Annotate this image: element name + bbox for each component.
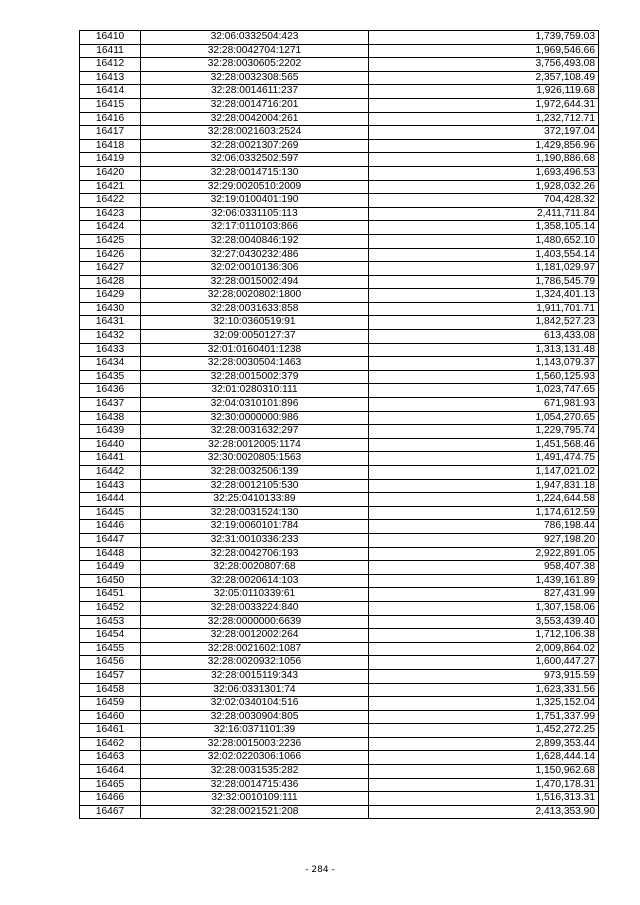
value-cell: 1,358,105.14 [369,221,599,235]
cadastral-number-cell: 32:25:0410133:89 [141,493,369,507]
row-number-cell: 16460 [80,710,141,724]
row-number-cell: 16423 [80,207,141,221]
cadastral-number-cell: 32:17:0110103:866 [141,221,369,235]
row-number-cell: 16431 [80,316,141,330]
value-cell: 1,452,272.25 [369,724,599,738]
table-row [80,656,599,670]
value-cell: 1,451,568.46 [369,438,599,452]
cadastral-number-cell: 32:27:0430232:486 [141,248,369,262]
value-cell: 1,480,652.10 [369,234,599,248]
table-row [80,234,599,248]
row-number-cell: 16445 [80,506,141,520]
table-row [80,221,599,235]
table-row [80,479,599,493]
value-cell: 1,928,032.26 [369,180,599,194]
cadastral-number-cell: 32:28:0021307:269 [141,139,369,153]
cadastral-number-cell: 32:28:0014716:201 [141,98,369,112]
value-cell: 2,357,108.49 [369,71,599,85]
value-cell: 1,911,701.71 [369,302,599,316]
cadastral-number-cell: 32:10:0360519:91 [141,316,369,330]
table-row [80,31,599,45]
row-number-cell: 16465 [80,778,141,792]
value-cell: 1,150,962.68 [369,765,599,779]
table-row [80,153,599,167]
value-cell: 1,190,886.68 [369,153,599,167]
row-number-cell: 16422 [80,194,141,208]
table-row [80,629,599,643]
row-number-cell: 16452 [80,601,141,615]
row-number-cell: 16419 [80,153,141,167]
cadastral-number-cell: 32:30:0020805:1563 [141,452,369,466]
row-number-cell: 16417 [80,126,141,140]
value-cell: 827,431.99 [369,588,599,602]
row-number-cell: 16432 [80,330,141,344]
cadastral-number-cell: 32:30:0000000:986 [141,411,369,425]
value-cell: 1,023,747.65 [369,384,599,398]
cadastral-number-cell: 32:06:0332502:597 [141,153,369,167]
table-row [80,765,599,779]
cadastral-number-cell: 32:02:0010136:306 [141,262,369,276]
cadastral-number-cell: 32:28:0042706:193 [141,547,369,561]
row-number-cell: 16435 [80,370,141,384]
cadastral-number-cell: 32:28:0033224:840 [141,601,369,615]
row-number-cell: 16439 [80,425,141,439]
cadastral-number-cell: 32:28:0040846:192 [141,234,369,248]
value-cell: 671,981.93 [369,398,599,412]
page-number: - 284 - [305,865,335,875]
value-cell: 1,143,079.37 [369,357,599,371]
table-row [80,438,599,452]
row-number-cell: 16444 [80,493,141,507]
row-number-cell: 16467 [80,805,141,819]
cadastral-number-cell: 32:28:0015119:343 [141,669,369,683]
cadastral-number-cell: 32:28:0021521:208 [141,805,369,819]
row-number-cell: 16418 [80,139,141,153]
cadastral-number-cell: 32:28:0031632:297 [141,425,369,439]
value-cell: 1,516,313.31 [369,792,599,806]
table-row [80,561,599,575]
table-row [80,139,599,153]
value-cell: 2,922,891.05 [369,547,599,561]
table-row [80,71,599,85]
table-row [80,289,599,303]
row-number-cell: 16441 [80,452,141,466]
table-row [80,669,599,683]
value-cell: 1,712,106.38 [369,629,599,643]
row-number-cell: 16457 [80,669,141,683]
value-cell: 1,628,444.14 [369,751,599,765]
table-row [80,126,599,140]
cadastral-number-cell: 32:28:0021603:2524 [141,126,369,140]
table-row [80,370,599,384]
cadastral-number-cell: 32:19:0060101:784 [141,520,369,534]
cadastral-number-cell: 32:28:0014715:436 [141,778,369,792]
value-cell: 3,553,439.40 [369,615,599,629]
value-cell: 1,429,856.96 [369,139,599,153]
row-number-cell: 16413 [80,71,141,85]
table-row [80,166,599,180]
row-number-cell: 16427 [80,262,141,276]
cadastral-number-cell: 32:06:0332504:423 [141,31,369,45]
value-cell: 2,899,353.44 [369,737,599,751]
cadastral-number-cell: 32:09:0050127:37 [141,330,369,344]
value-cell: 1,439,161.89 [369,574,599,588]
row-number-cell: 16430 [80,302,141,316]
table-row [80,751,599,765]
table-row [80,792,599,806]
row-number-cell: 16429 [80,289,141,303]
row-number-cell: 16451 [80,588,141,602]
table-row [80,248,599,262]
table-row [80,493,599,507]
value-cell: 1,751,337.99 [369,710,599,724]
value-cell: 2,413,353.90 [369,805,599,819]
cadastral-number-cell: 32:01:0160401:1238 [141,343,369,357]
cadastral-number-cell: 32:06:0331301:74 [141,683,369,697]
cadastral-number-cell: 32:28:0042004:261 [141,112,369,126]
value-cell: 1,147,021.02 [369,466,599,480]
table-row [80,330,599,344]
table-row [80,615,599,629]
value-cell: 1,325,152.04 [369,697,599,711]
value-cell: 1,926,119.68 [369,85,599,99]
row-number-cell: 16456 [80,656,141,670]
value-cell: 1,324,401.13 [369,289,599,303]
cadastral-number-cell: 32:29:0020510:2009 [141,180,369,194]
value-cell: 973,915.59 [369,669,599,683]
value-cell: 1,947,831.18 [369,479,599,493]
table-row [80,506,599,520]
table-row [80,343,599,357]
row-number-cell: 16425 [80,234,141,248]
cadastral-number-cell: 32:04:0310101:896 [141,398,369,412]
table-row [80,466,599,480]
cadastral-number-cell: 32:28:0012002:264 [141,629,369,643]
value-cell: 1,313,131.48 [369,343,599,357]
cadastral-number-cell: 32:28:0042704:1271 [141,44,369,58]
table-row [80,398,599,412]
table-row [80,316,599,330]
value-cell: 1,969,546.66 [369,44,599,58]
cadastral-number-cell: 32:05:0110339:61 [141,588,369,602]
row-number-cell: 16461 [80,724,141,738]
value-cell: 958,407.38 [369,561,599,575]
table-row [80,778,599,792]
cadastral-number-cell: 32:28:0015002:379 [141,370,369,384]
row-number-cell: 16426 [80,248,141,262]
table-row [80,194,599,208]
cadastral-number-cell: 32:28:0020807:68 [141,561,369,575]
row-number-cell: 16462 [80,737,141,751]
value-cell: 1,786,545.79 [369,275,599,289]
row-number-cell: 16433 [80,343,141,357]
table-row [80,85,599,99]
cadastral-number-cell: 32:28:0000000:6639 [141,615,369,629]
row-number-cell: 16410 [80,31,141,45]
cadastral-number-cell: 32:28:0020614:103 [141,574,369,588]
table-row [80,805,599,819]
row-number-cell: 16464 [80,765,141,779]
row-number-cell: 16463 [80,751,141,765]
table-row [80,44,599,58]
row-number-cell: 16437 [80,398,141,412]
row-number-cell: 16414 [80,85,141,99]
table-row [80,601,599,615]
row-number-cell: 16421 [80,180,141,194]
value-cell: 1,693,496.53 [369,166,599,180]
row-number-cell: 16416 [80,112,141,126]
table-row [80,262,599,276]
value-cell: 1,560,125.93 [369,370,599,384]
value-cell: 613,433.08 [369,330,599,344]
cadastral-number-cell: 32:28:0030904:805 [141,710,369,724]
cadastral-number-cell: 32:28:0020932:1056 [141,656,369,670]
value-cell: 1,623,331.56 [369,683,599,697]
table-row [80,710,599,724]
table-row [80,642,599,656]
row-number-cell: 16442 [80,466,141,480]
row-number-cell: 16424 [80,221,141,235]
value-cell: 786,198.44 [369,520,599,534]
table-row [80,411,599,425]
table-row [80,588,599,602]
cadastral-number-cell: 32:16:0371101:39 [141,724,369,738]
value-cell: 2,411,711.84 [369,207,599,221]
cadastral-number-cell: 32:28:0030605:2202 [141,58,369,72]
table-row [80,58,599,72]
cadastral-number-cell: 32:28:0031535:282 [141,765,369,779]
cadastral-number-cell: 32:28:0032506:139 [141,466,369,480]
cadastral-number-cell: 32:06:0331105:113 [141,207,369,221]
row-number-cell: 16455 [80,642,141,656]
row-number-cell: 16466 [80,792,141,806]
row-number-cell: 16450 [80,574,141,588]
table-row [80,697,599,711]
value-cell: 1,232,712.71 [369,112,599,126]
row-number-cell: 16412 [80,58,141,72]
row-number-cell: 16428 [80,275,141,289]
row-number-cell: 16436 [80,384,141,398]
row-number-cell: 16438 [80,411,141,425]
value-cell: 1,842,527.23 [369,316,599,330]
row-number-cell: 16453 [80,615,141,629]
row-number-cell: 16446 [80,520,141,534]
table-row [80,98,599,112]
table-row [80,452,599,466]
table-row [80,724,599,738]
table-row [80,112,599,126]
value-cell: 1,403,554.14 [369,248,599,262]
value-cell: 1,972,644.31 [369,98,599,112]
value-cell: 1,491,474.75 [369,452,599,466]
table-row [80,207,599,221]
row-number-cell: 16420 [80,166,141,180]
cadastral-number-cell: 32:19:0100401:190 [141,194,369,208]
cadastral-number-cell: 32:28:0015003:2236 [141,737,369,751]
cadastral-number-cell: 32:28:0020802:1800 [141,289,369,303]
value-cell: 1,174,612.59 [369,506,599,520]
cadastral-number-cell: 32:28:0021602:1087 [141,642,369,656]
table-row [80,180,599,194]
cadastral-number-cell: 32:28:0014611:237 [141,85,369,99]
cadastral-number-cell: 32:02:0340104:516 [141,697,369,711]
table-row [80,533,599,547]
cadastral-number-cell: 32:28:0032308:565 [141,71,369,85]
row-number-cell: 16449 [80,561,141,575]
value-cell: 927,198.20 [369,533,599,547]
value-cell: 1,181,029.97 [369,262,599,276]
row-number-cell: 16440 [80,438,141,452]
cadastral-number-cell: 32:28:0030504:1463 [141,357,369,371]
cadastral-number-cell: 32:28:0015002:494 [141,275,369,289]
row-number-cell: 16415 [80,98,141,112]
cadastral-number-cell: 32:31:0010336:233 [141,533,369,547]
cadastral-number-cell: 32:32:0010109:111 [141,792,369,806]
table-row [80,275,599,289]
value-cell: 1,307,158.06 [369,601,599,615]
cadastral-number-cell: 32:28:0012005:1174 [141,438,369,452]
row-number-cell: 16434 [80,357,141,371]
cadastral-number-cell: 32:02:0220306:1066 [141,751,369,765]
row-number-cell: 16443 [80,479,141,493]
value-cell: 372,197.04 [369,126,599,140]
table-row [80,384,599,398]
table-row [80,302,599,316]
row-number-cell: 16459 [80,697,141,711]
value-cell: 1,470,178.31 [369,778,599,792]
value-cell: 3,756,493.08 [369,58,599,72]
value-cell: 704,428.32 [369,194,599,208]
table-row [80,547,599,561]
row-number-cell: 16458 [80,683,141,697]
cadastral-number-cell: 32:01:0280310:111 [141,384,369,398]
cadastral-value-table [79,30,599,819]
cadastral-number-cell: 32:28:0014715:130 [141,166,369,180]
value-cell: 1,739,759.03 [369,31,599,45]
cadastral-number-cell: 32:28:0031633:858 [141,302,369,316]
row-number-cell: 16448 [80,547,141,561]
value-cell: 1,054,270.65 [369,411,599,425]
row-number-cell: 16447 [80,533,141,547]
value-cell: 1,224,644.58 [369,493,599,507]
row-number-cell: 16411 [80,44,141,58]
table-row [80,357,599,371]
value-cell: 1,600,447.27 [369,656,599,670]
row-number-cell: 16454 [80,629,141,643]
table-body [80,31,599,819]
cadastral-number-cell: 32:28:0012105:530 [141,479,369,493]
table-row [80,683,599,697]
table-row [80,520,599,534]
table-row [80,574,599,588]
cadastral-number-cell: 32:28:0031524:130 [141,506,369,520]
table-row [80,425,599,439]
table-row [80,737,599,751]
value-cell: 2,009,864.02 [369,642,599,656]
value-cell: 1,229,795.74 [369,425,599,439]
